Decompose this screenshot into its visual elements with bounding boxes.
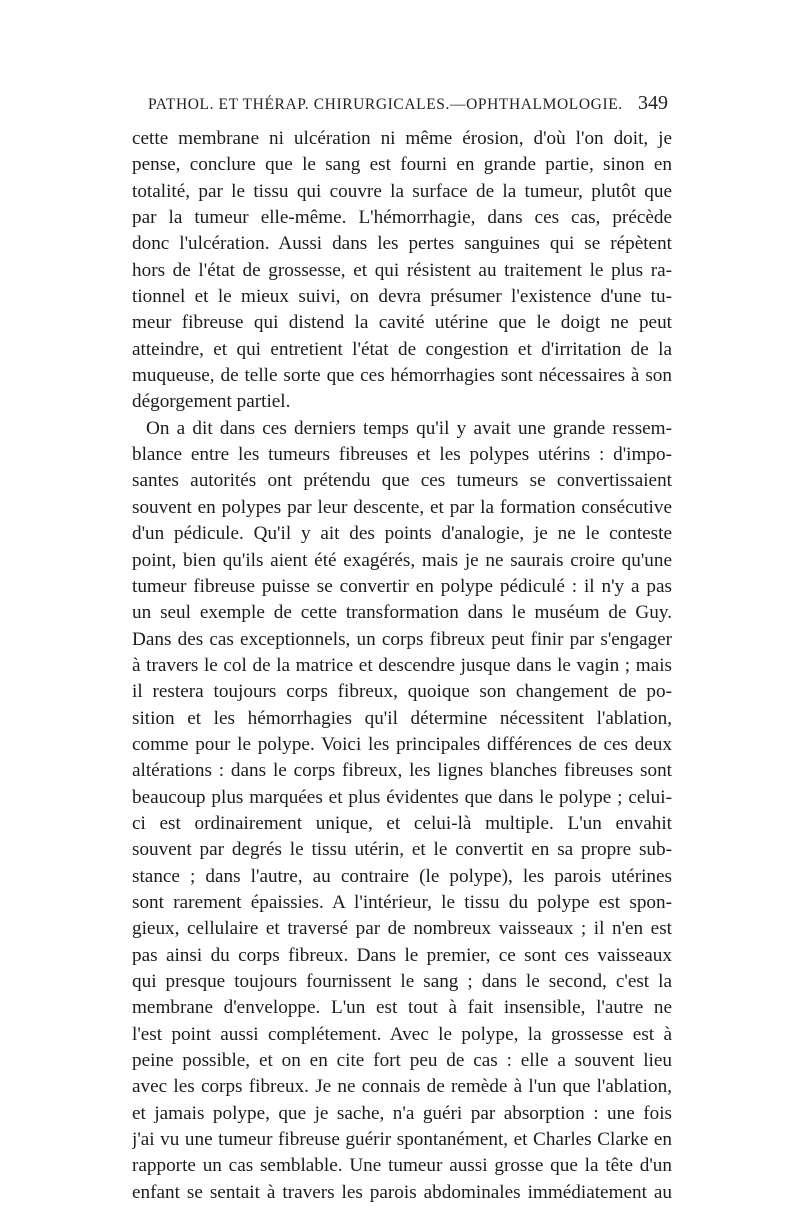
text-line: un seul exemple de cette transformation dans le muséum de Guy. [132, 602, 672, 624]
text-line: enfant se sentait à travers les parois abdominales immédiatement au [132, 1181, 672, 1203]
text-line: qui presque toujours fournissent le sang ; dans le second, c'est la [132, 971, 672, 992]
text-line: tionnel et le mieux suivi, on devra présumer l'existence d'une tu- [132, 286, 672, 308]
text-line: sont rarement épaissies. A l'intérieur, le tissu du polype est spon- [132, 891, 672, 913]
text-line: souvent en polypes par leur descente, et par la formation consécutive [132, 496, 672, 518]
text-line: beaucoup plus marquées et plus évidentes que dans le polype ; celui- [132, 786, 672, 808]
paragraph [132, 126, 672, 416]
text-line: atteindre, et qui entretient l'état de congestion et d'irritation de la [132, 338, 672, 360]
text-line: On a dit dans ces derniers temps qu'il y avait une grande ressem- [146, 417, 672, 439]
running-head [148, 92, 668, 116]
text-line: totalité, par le tissu qui couvre la surface de la tumeur, plutôt que [132, 180, 672, 202]
running-head-title: PATHOL. ET THÉRAP. CHIRURGICALES.—OPHTHALMOLOGIE. [148, 96, 623, 113]
text-line: sition et les hémorrhagies qu'il détermine nécessitent l'ablation, [132, 707, 672, 729]
text-line: point, bien qu'ils aient été exagérés, mais je ne saurais croire qu'une [132, 549, 672, 571]
text-line: l'est point aussi complétement. Avec le polype, la grossesse est à [132, 1023, 672, 1045]
text-line: à travers le col de la matrice et descendre jusque dans le vagin ; mais [132, 654, 672, 676]
text-line: dégorgement partiel. [132, 391, 291, 413]
text-line: j'ai vu une tumeur fibreuse guérir spontanément, et Charles Clarke en [132, 1129, 672, 1151]
text-line: altérations : dans le corps fibreux, les lignes blanches fibreuses sont [132, 760, 672, 782]
text-line: meur fibreuse qui distend la cavité utérine que le doigt ne peut [132, 312, 672, 334]
text-line: blance entre les tumeurs fibreuses et les polypes utérins : d'impo- [132, 444, 672, 466]
text-line: donc l'ulcération. Aussi dans les pertes sanguines qui se répètent [132, 233, 672, 255]
text-line: Dans des cas exceptionnels, un corps fibreux peut finir par s'engager [132, 628, 672, 650]
text-line: par la tumeur elle-même. L'hémorrhagie, dans ces cas, précède [132, 207, 672, 229]
text-line: comme pour le polype. Voici les principales différences de ces deux [132, 733, 672, 755]
text-line: santes autorités ont prétendu que ces tumeurs se convertissaient [132, 470, 672, 492]
text-line: il restera toujours corps fibreux, quoique son changement de po- [132, 681, 672, 703]
text-line: d'un pédicule. Qu'il y ait des points d'analogie, je ne le conteste [132, 523, 672, 545]
text-line: cette membrane ni ulcération ni même érosion, d'où l'on doit, je [132, 128, 672, 149]
text-line: gieux, cellulaire et traversé par de nombreux vaisseaux ; il n'en est [132, 918, 672, 940]
text-line: peine possible, et on en cite fort peu de cas : elle a souvent lieu [132, 1050, 672, 1072]
text-line: membrane d'enveloppe. L'un est tout à fait insensible, l'autre ne [132, 997, 672, 1019]
paragraph [132, 416, 672, 1206]
text-line: tumeur fibreuse puisse se convertir en polype pédiculé : il n'y a pas [132, 575, 672, 597]
text-line: pas ainsi du corps fibreux. Dans le premier, ce sont ces vaisseaux [132, 944, 672, 966]
text-line: muqueuse, de telle sorte que ces hémorrhagies sont nécessaires à son [132, 365, 672, 387]
text-line: ci est ordinairement unique, et celui-là multiple. L'un envahit [132, 812, 672, 834]
text-line: souvent par degrés le tissu utérin, et le convertit en sa propre sub- [132, 839, 672, 861]
body-text [132, 126, 672, 1206]
text-line: rapporte un cas semblable. Une tumeur aussi grosse que la tête d'un [132, 1155, 672, 1177]
text-line: et jamais polype, que je sache, n'a guéri par absorption : une fois [132, 1102, 672, 1124]
text-line: stance ; dans l'autre, au contraire (le polype), les parois utérines [132, 865, 672, 887]
text-line: hors de l'état de grossesse, et qui résistent au traitement le plus ra- [132, 259, 672, 281]
text-line: pense, conclure que le sang est fourni en grande partie, sinon en [132, 154, 672, 176]
page-number: 349 [638, 92, 668, 114]
text-line: avec les corps fibreux. Je ne connais de remède à l'un que l'ablation, [132, 1076, 672, 1098]
